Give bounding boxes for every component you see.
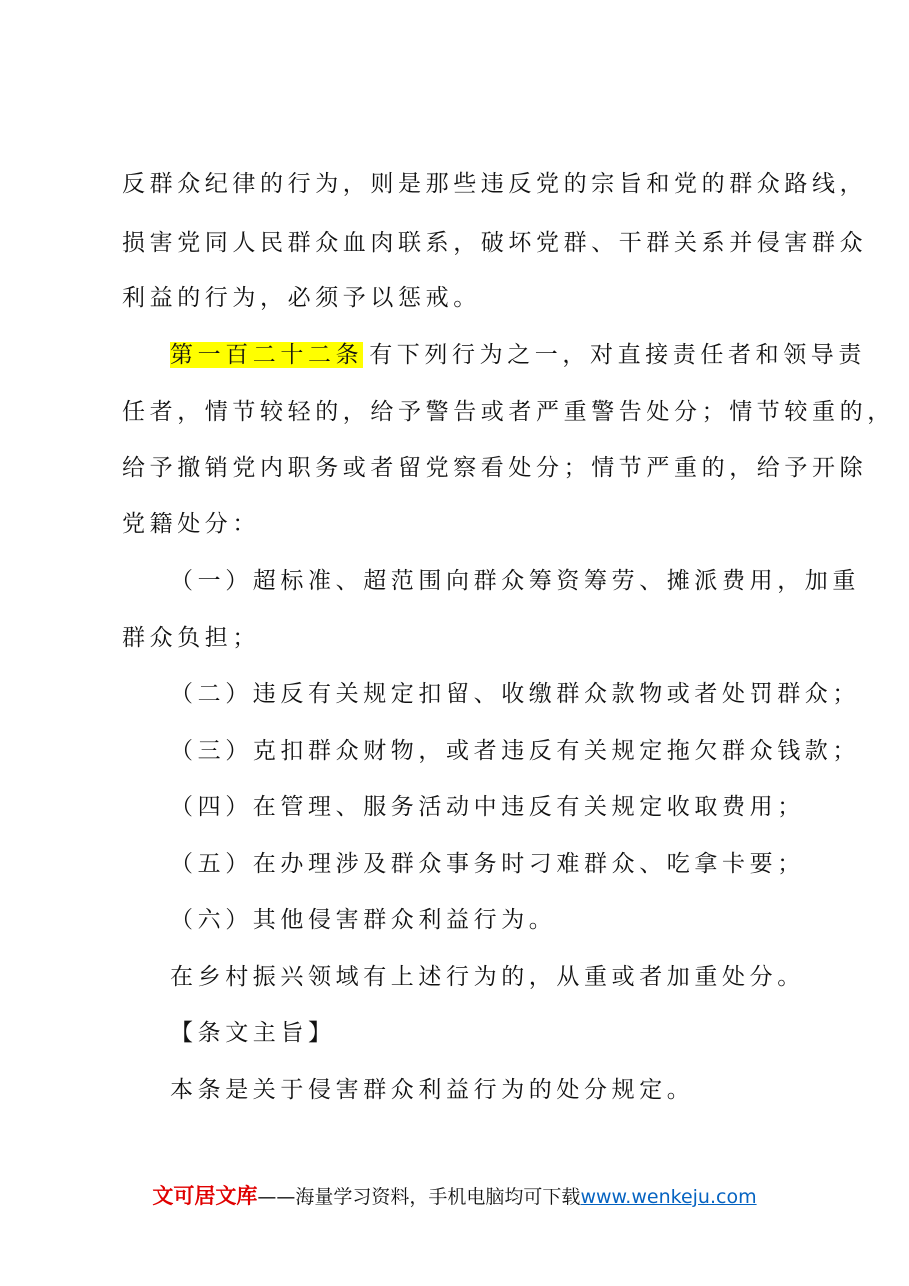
section-text: 本条是关于侵害群众利益行为的处分规定。 bbox=[170, 1077, 695, 1103]
rural-paragraph: 在乡村振兴领域有上述行为的，从重或者加重处分。 bbox=[170, 964, 805, 990]
paragraph-line: 反群众纪律的行为，则是那些违反党的宗旨和党的群众路线， bbox=[122, 171, 868, 197]
article-line: 给予撤销党内职务或者留党察看处分；情节严重的，给予开除 bbox=[122, 455, 868, 481]
list-item-continuation: 群众负担； bbox=[122, 625, 260, 651]
list-item: （五）在办理涉及群众事务时刁难群众、吃拿卡要； bbox=[170, 851, 805, 877]
list-item: （三）克扣群众财物，或者违反有关规定拖欠群众钱款； bbox=[170, 738, 860, 764]
article-line: 党籍处分： bbox=[122, 511, 260, 537]
article-line-text: 有下列行为之一，对直接责任者和领导责 bbox=[369, 342, 867, 368]
footer bbox=[0, 1182, 909, 1211]
list-item: （一）超标准、超范围向群众筹资筹劳、摊派费用，加重 bbox=[170, 568, 860, 594]
footer-brand: 文可居文库 bbox=[152, 1184, 258, 1208]
footer-tagline: ——海量学习资料，手机电脑均可下载 bbox=[257, 1186, 581, 1208]
list-item: （四）在管理、服务活动中违反有关规定收取费用； bbox=[170, 794, 805, 820]
footer-link[interactable]: www.wenkeju.com bbox=[580, 1186, 757, 1208]
section-heading: 【条文主旨】 bbox=[170, 1020, 336, 1046]
list-item: （六）其他侵害群众利益行为。 bbox=[170, 907, 557, 933]
article-first-line bbox=[170, 340, 866, 370]
paragraph-line: 损害党同人民群众血肉联系，破坏党群、干群关系并侵害群众 bbox=[122, 230, 868, 256]
article-line: 任者，情节较轻的，给予警告或者严重警告处分；情节较重的， bbox=[122, 399, 895, 425]
list-item: （二）违反有关规定扣留、收缴群众款物或者处罚群众； bbox=[170, 681, 860, 707]
article-number: 第一百二十二条 bbox=[170, 342, 364, 368]
paragraph-line: 利益的行为，必须予以惩戒。 bbox=[122, 285, 481, 311]
